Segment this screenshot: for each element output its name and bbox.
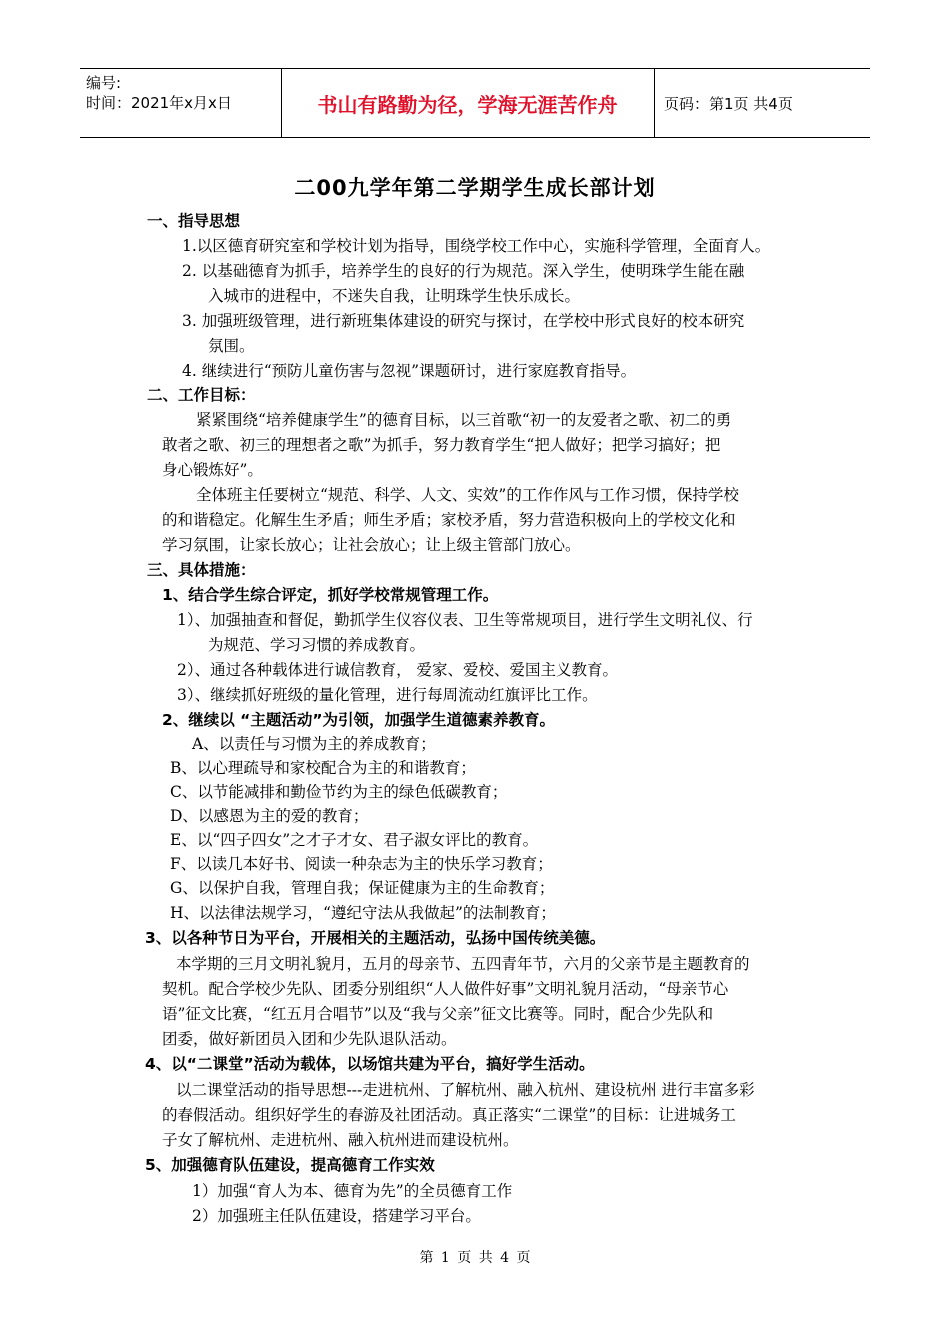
body-line: A、以责任与习惯为主的养成教育；	[192, 735, 436, 753]
body-line: 的春假活动。组织好学生的春游及社团活动。真正落实“二课堂”的目标：让进城务工	[162, 1106, 736, 1124]
header-motto: 书山有路勤为径，学海无涯苦作舟	[317, 92, 618, 117]
body-line: 3）、继续抓好班级的量化管理，进行每周流动红旗评比工作。	[177, 686, 598, 704]
body-line: 语”征文比赛，“红五月合唱节”以及“我与父亲”征文比赛等。同时，配合少先队和	[162, 1005, 714, 1023]
body-line: 为规范、学习习惯的养成教育。	[208, 636, 426, 654]
body-line: 4. 继续进行“预防儿童伤害与忽视”课题研讨，进行家庭教育指导。	[182, 362, 637, 380]
body-line: 1.以区德育研究室和学校计划为指导，围绕学校工作中心，实施科学管理，全面育人。	[182, 237, 771, 255]
header-meta	[86, 73, 232, 113]
body-line: 紧紧围绕“培养健康学生”的德育目标，以三首歌“初一的友爱者之歌、初二的勇	[196, 411, 732, 429]
subsection-heading: 1、结合学生综合评定，抓好学校常规管理工作。	[162, 586, 499, 604]
body-line: 1）加强“育人为本、德育为先”的全员德育工作	[192, 1182, 513, 1200]
body-line: G、以保护自我，管理自我；保证健康为主的生命教育；	[170, 879, 555, 897]
header-page-number: 页码：第1页 共4页	[664, 94, 793, 113]
body-line: B、以心理疏导和家校配合为主的和谐教育；	[170, 759, 476, 777]
body-line: 以二课堂活动的指导思想---走进杭州、了解杭州、融入杭州、建设杭州 进行丰富多彩	[176, 1081, 755, 1099]
body-line: 团委，做好新团员入团和少先队退队活动。	[162, 1030, 457, 1048]
subsection-heading: 5、加强德育队伍建设，提高德育工作实效	[145, 1156, 435, 1174]
header-divider	[654, 69, 655, 137]
document-title: 二00九学年第二学期学生成长部计划	[294, 176, 656, 200]
body-line: 入城市的进程中，不迷失自我，让明珠学生快乐成长。	[208, 287, 581, 305]
section-heading: 三、具体措施：	[147, 561, 256, 579]
body-line: 2. 以基础德育为抓手，培养学生的良好的行为规范。深入学生，使明珠学生能在融	[182, 262, 745, 280]
body-line: 的和谐稳定。化解生生矛盾；师生矛盾；家校矛盾，努力营造积极向上的学校文化和	[162, 511, 736, 529]
body-line: C、以节能减排和勤俭节约为主的绿色低碳教育；	[170, 783, 508, 801]
body-line: E、以“四子四女”之才子才女、君子淑女评比的教育。	[170, 831, 539, 849]
body-line: 本学期的三月文明礼貌月，五月的母亲节、五四青年节，六月的父亲节是主题教育的	[176, 955, 750, 973]
body-line: 学习氛围，让家长放心；让社会放心；让上级主管部门放心。	[162, 536, 581, 554]
body-line: 2）、通过各种载体进行诚信教育， 爱家、爱校、爱国主义教育。	[177, 661, 619, 679]
document-number-label: 编号:	[86, 74, 122, 92]
body-line: 子女了解杭州、走进杭州、融入杭州进而建设杭州。	[162, 1131, 519, 1149]
section-heading: 二、工作目标：	[147, 386, 256, 404]
body-line: 1）、加强抽查和督促，勤抓学生仪容仪表、卫生等常规项目，进行学生文明礼仪、行	[177, 611, 753, 629]
body-line: 3. 加强班级管理，进行新班集体建设的研究与探讨，在学校中形式良好的校本研究	[182, 312, 745, 330]
page-footer: 第 1 页 共 4 页	[419, 1250, 531, 1266]
body-line: 契机。配合学校少先队、团委分别组织“人人做件好事”文明礼貌月活动，“母亲节心	[162, 980, 729, 998]
body-line: 身心锻炼好”。	[162, 461, 263, 479]
subsection-heading: 4、以“二课堂”活动为载体，以场馆共建为平台，搞好学生活动。	[145, 1055, 595, 1073]
body-line: 敢者之歌、初三的理想者之歌”为抓手，努力教育学生“把人做好；把学习搞好；把	[162, 436, 721, 454]
body-line: F、以读几本好书、阅读一种杂志为主的快乐学习教育；	[170, 855, 553, 873]
body-line: 全体班主任要树立“规范、科学、人文、实效”的工作作风与工作习惯，保持学校	[196, 486, 739, 504]
body-line: 2）加强班主任队伍建设，搭建学习平台。	[192, 1207, 481, 1225]
body-line: 氛围。	[208, 337, 255, 355]
body-line: D、以感恩为主的爱的教育；	[170, 807, 369, 825]
subsection-heading: 3、以各种节日为平台，开展相关的主题活动，弘扬中国传统美德。	[145, 929, 606, 947]
document-time-label: 时间：2021年x月x日	[86, 94, 232, 112]
section-heading: 一、指导思想	[147, 212, 241, 230]
body-line: H、以法律法规学习，“遵纪守法从我做起”的法制教育；	[170, 904, 556, 922]
page-header	[80, 68, 870, 138]
subsection-heading: 2、继续以 “主题活动”为引领，加强学生道德素养教育。	[162, 711, 556, 729]
